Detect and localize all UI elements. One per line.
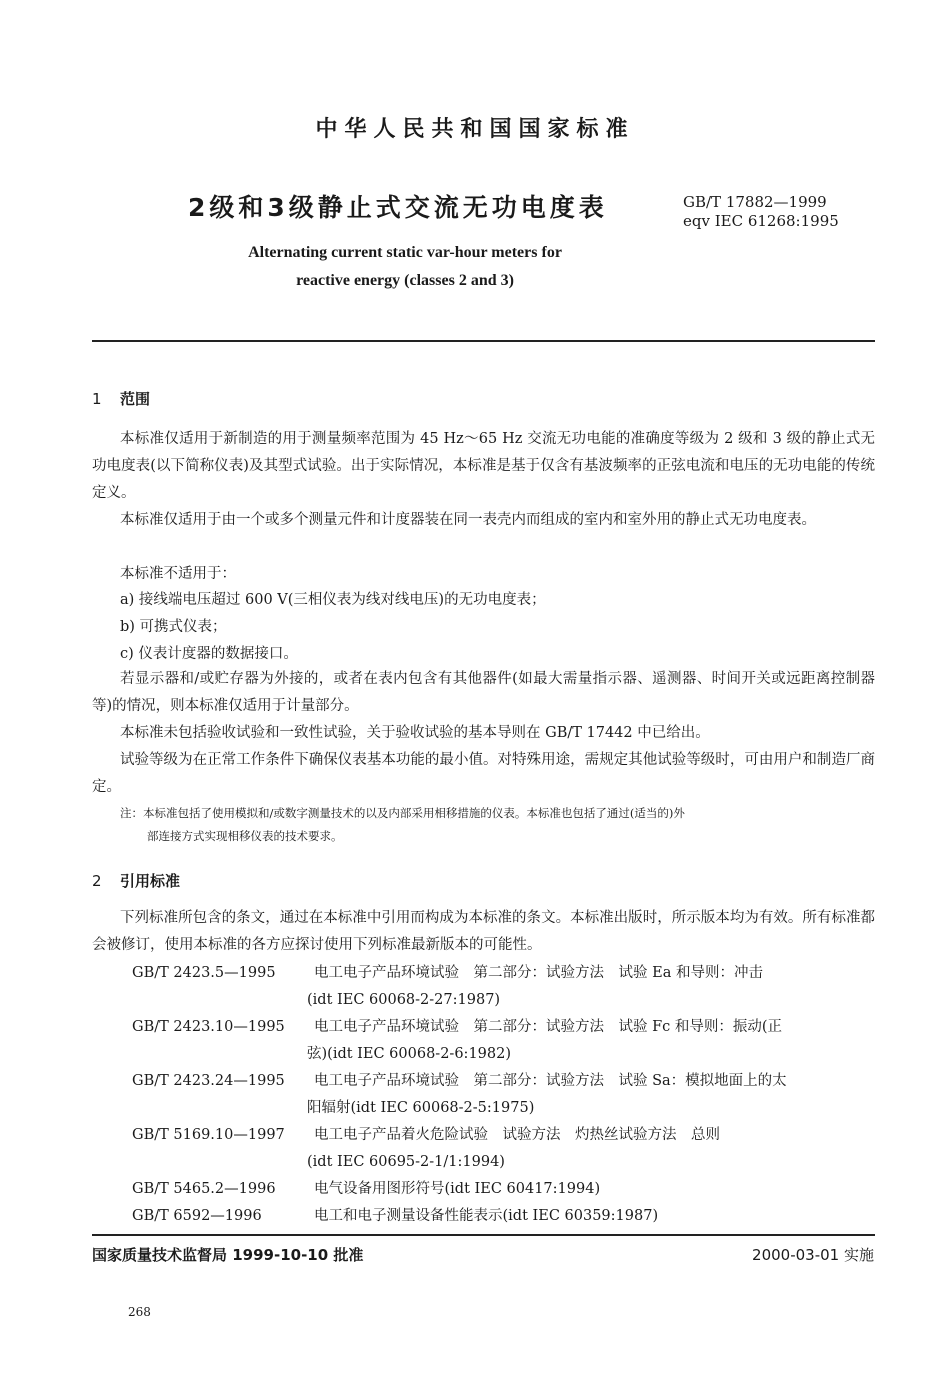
- standard-code: [683, 193, 839, 231]
- reference-code: GB/T 2423.24—1995: [132, 1073, 285, 1089]
- title-divider: [92, 340, 875, 342]
- reference-entry: [132, 960, 875, 1014]
- reference-code: GB/T 2423.5—1995: [132, 965, 276, 981]
- reference-entry: [132, 1068, 875, 1122]
- effective-date: 2000-03-01 实施: [752, 1246, 874, 1264]
- section-1-paragraph-5: 本标准未包括验收试验和一致性试验，关于验收试验的基本导则在 GB/T 17442 中已给出。: [120, 725, 710, 741]
- reference-continuation: (idt IEC 60695-2-1/1:1994): [307, 1154, 505, 1170]
- standard-code-gb: GB/T 17882—1999: [683, 193, 827, 211]
- standard-title-cn: 2级和3级静止式交流无功电度表: [188, 193, 608, 222]
- reference-continuation: (idt IEC 60068-2-27:1987): [307, 992, 501, 1008]
- section-1-paragraph-2: 本标准仅适用于由一个或多个测量元件和计度器装在同一表壳内而组成的室内和室外用的静止式无功电度表。: [120, 512, 816, 528]
- reference-continuation: 弦)(idt IEC 60068-2-6:1982): [307, 1046, 512, 1062]
- section-2-number: 2: [92, 872, 102, 890]
- note-line-1: 注：本标准包括了使用模拟和/或数字测量技术的以及内部采用相移措施的仪表。本标准也包括了通过(适当的)外: [120, 806, 685, 820]
- reference-title: 电工电子产品环境试验 第二部分：试验方法 试验 Ea 和导则：冲击: [314, 965, 763, 981]
- reference-code: GB/T 5169.10—1997: [132, 1127, 285, 1143]
- section-1-paragraph-3: 本标准不适用于：: [120, 566, 236, 582]
- reference-entry: [132, 1122, 875, 1176]
- section-2-paragraph-1: 下列标准所包含的条文，通过在本标准中引用而构成为本标准的条文。本标准出版时，所示版本均为有效。所有标准都会被修订，使用本标准的各方应探讨使用下列标准最新版本的可能性。: [92, 910, 875, 953]
- footer-divider: [92, 1234, 875, 1236]
- section-2-heading: [92, 870, 180, 891]
- reference-title: 电工电子产品环境试验 第二部分：试验方法 试验 Fc 和导则：振动(正: [314, 1019, 783, 1035]
- section-1-paragraph-4: 若显示器和/或贮存器为外接的，或者在表内包含有其他器件(如最大需量指示器、遥测器、时间开关或远距离控制器等)的情况，则本标准仅适用于计量部分。: [92, 671, 875, 714]
- reference-entry: [132, 1203, 875, 1230]
- exclusion-item-a: a) 接线端电压超过 600 V(三相仪表为线对线电压)的无功电度表；: [120, 592, 546, 608]
- section-2-title: 引用标准: [120, 872, 181, 890]
- section-1-number: 1: [92, 390, 102, 408]
- standard-code-iec: eqv IEC 61268:1995: [683, 212, 839, 230]
- section-1-note: [120, 802, 875, 848]
- section-1-paragraph-6: 试验等级为在正常工作条件下确保仪表基本功能的最小值。对特殊用途，需规定其他试验等级时，可由用户和制造厂商定。: [92, 752, 875, 795]
- reference-code: GB/T 5465.2—1996: [132, 1181, 276, 1197]
- standard-title-en-line2: reactive energy (classes 2 and 3): [296, 272, 514, 289]
- reference-title: 电工和电子测量设备性能表示(idt IEC 60359:1987): [314, 1208, 659, 1224]
- standard-title-en-line1: Alternating current static var-hour meters for: [248, 244, 562, 261]
- reference-continuation: 阳辐射(idt IEC 60068-2-5:1975): [307, 1100, 535, 1116]
- page-number: 268: [128, 1305, 151, 1319]
- reference-title: 电工电子产品环境试验 第二部分：试验方法 试验 Sa：模拟地面上的太: [314, 1073, 787, 1089]
- standard-title-en: [0, 239, 810, 295]
- reference-title: 电工电子产品着火危险试验 试验方法 灼热丝试验方法 总则: [314, 1127, 720, 1143]
- reference-entry: [132, 1176, 875, 1203]
- exclusion-item-c: c) 仪表计度器的数据接口。: [120, 646, 298, 662]
- reference-entry: [132, 1014, 875, 1068]
- note-line-2: 部连接方式实现相移仪表的技术要求。: [147, 829, 343, 843]
- section-1-title: 范围: [120, 390, 151, 408]
- reference-code: GB/T 6592—1996: [132, 1208, 262, 1224]
- section-1-paragraph-1: 本标准仅适用于新制造的用于测量频率范围为 45 Hz～65 Hz 交流无功电能的准确度等级为 2 级和 3 级的静止式无功电度表(以下简称仪表)及其型式试验。出于实际情况，本标准是基于仅含有基波频率的正弦电流和电压的无功电能的传统定义。: [92, 431, 875, 501]
- approval-note: 国家质量技术监督局 1999-10-10 批准: [92, 1246, 364, 1264]
- reference-code: GB/T 2423.10—1995: [132, 1019, 285, 1035]
- national-standard-title: 中华人民共和国国家标准: [315, 117, 635, 142]
- exclusion-item-b: b) 可携式仪表；: [120, 619, 227, 635]
- section-1-heading: [92, 388, 150, 409]
- reference-title: 电气设备用图形符号(idt IEC 60417:1994): [314, 1181, 601, 1197]
